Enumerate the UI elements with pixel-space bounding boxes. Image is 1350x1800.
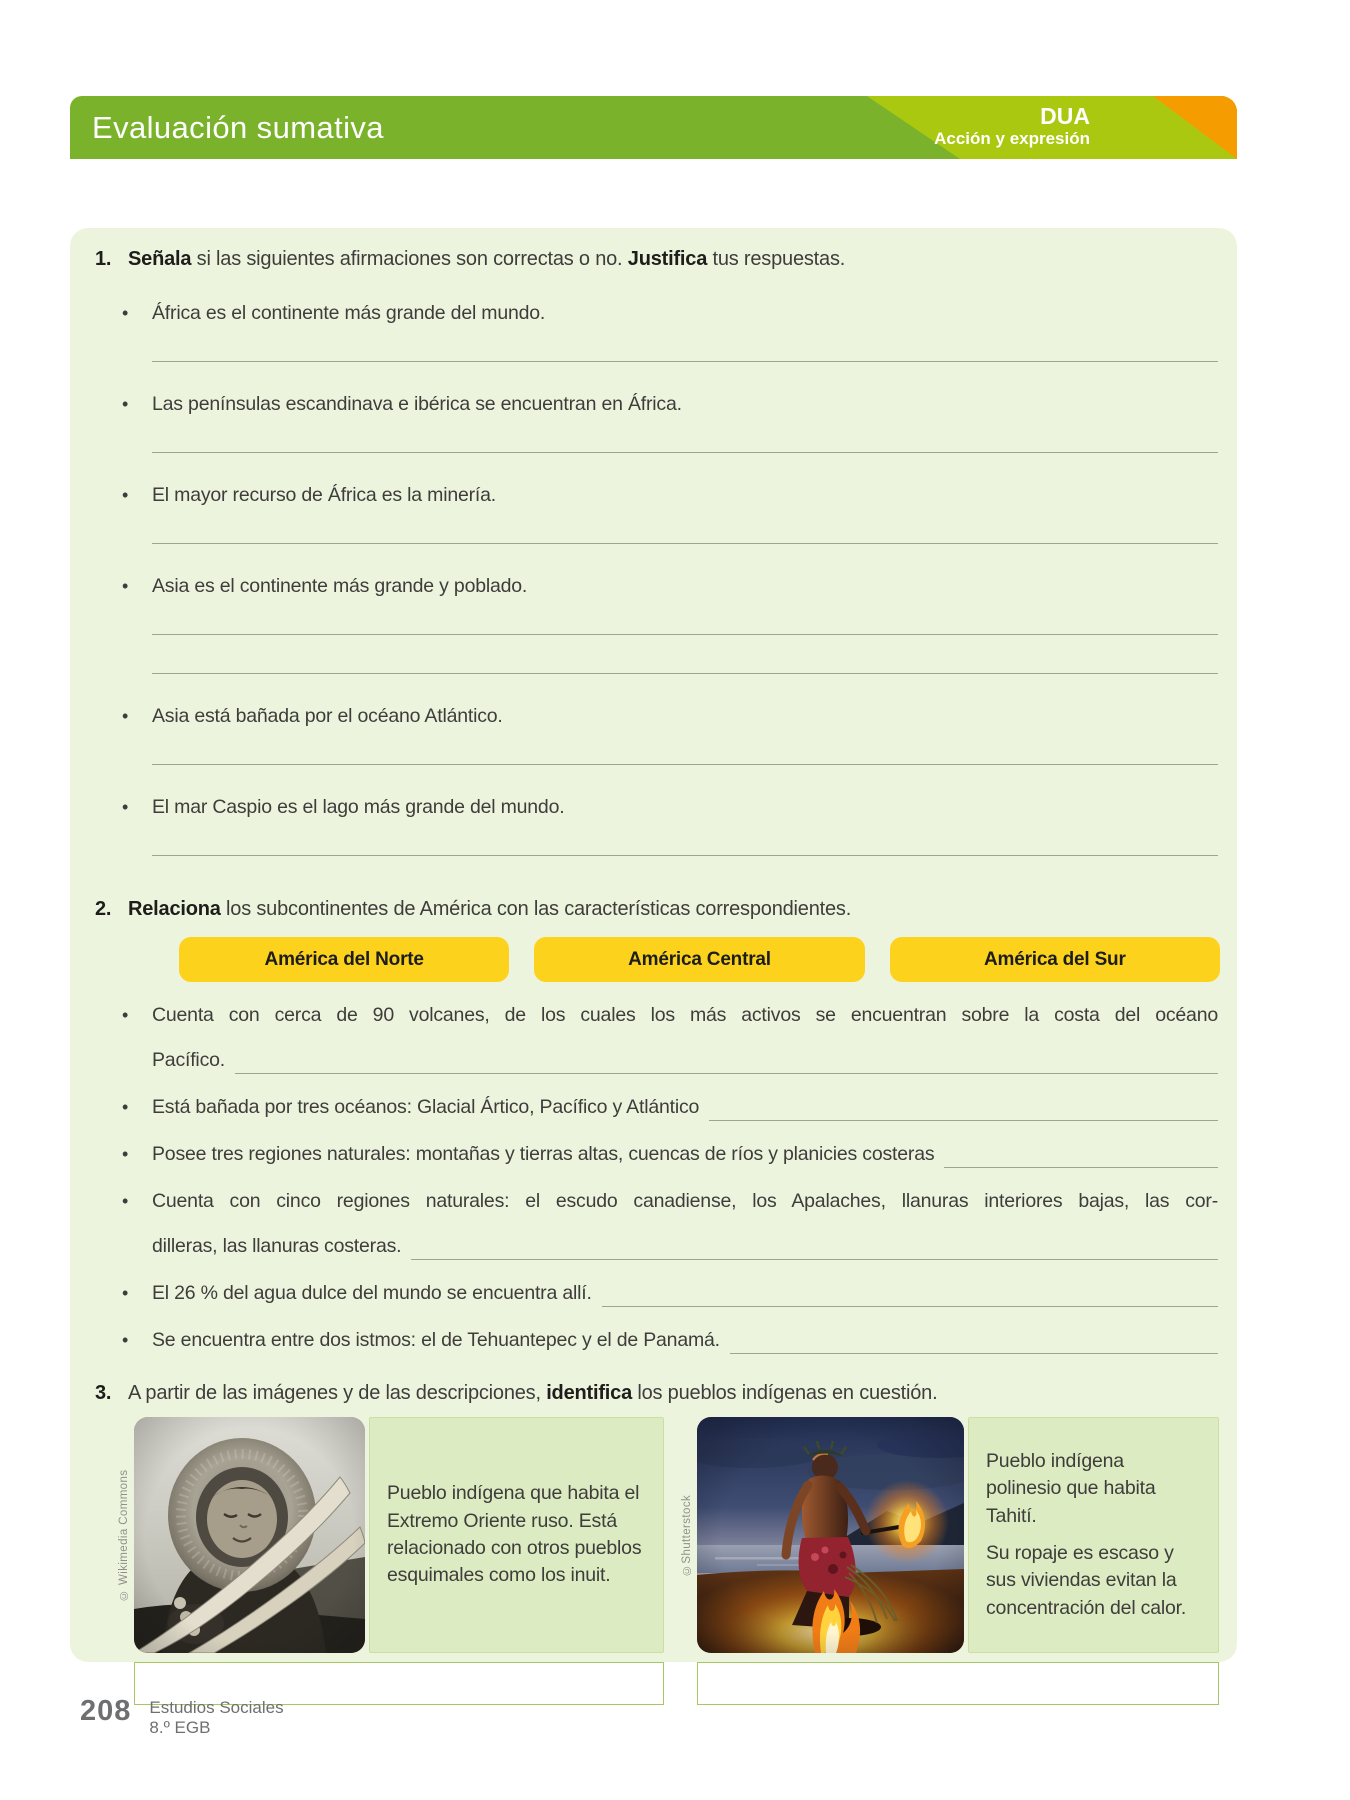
question-2-number: 2. [95, 898, 112, 920]
question-3-number: 3. [95, 1382, 112, 1404]
match-item [152, 1188, 1218, 1260]
match-item-text: • Se encuentra entre dos istmos: el de Tehuantepec y el de Panamá. [152, 1329, 720, 1351]
match-item-text: • Posee tres regiones naturales: montañas y tierras altas, cuencas de ríos y planicies costeras [152, 1143, 935, 1165]
statement-text: • Asia está bañada por el océano Atlántico. [152, 703, 1218, 730]
answer-box[interactable] [697, 1662, 1219, 1705]
photo-credit: © Wikimedia Commons [118, 1469, 130, 1601]
statement-item [152, 794, 1218, 856]
identification-cards [118, 1417, 1237, 1705]
answer-line[interactable] [152, 452, 1218, 453]
fire-dancer-photo [697, 1417, 964, 1653]
description-text: Su ropaje es escaso y sus viviendas evitan la concentración del calor. [986, 1542, 1187, 1619]
question-1-number: 1. [95, 248, 112, 270]
statement-item [152, 573, 1218, 674]
statement-text: • Asia es el continente más grande y poblado. [152, 573, 1218, 600]
photo-credit: ©Shutterstock [681, 1494, 693, 1576]
answer-line[interactable] [152, 855, 1218, 856]
header-banner [70, 96, 1237, 159]
page-title: Evaluación sumativa [92, 109, 384, 145]
description-card [968, 1417, 1219, 1653]
answer-blank[interactable] [602, 1285, 1218, 1307]
match-item-text: • Cuenta con cerca de 90 volcanes, de los cuales los más activos se encuentran sobre la costa del océano [152, 1004, 1218, 1026]
match-item [152, 1327, 1218, 1354]
fire-dancer-photo-art [697, 1417, 964, 1653]
answer-line[interactable] [152, 673, 1218, 674]
question-1-heading [70, 248, 1237, 271]
question-2-items [152, 1002, 1218, 1354]
inuit-photo [134, 1417, 365, 1653]
dua-subtitle: Acción y expresión [934, 129, 1090, 149]
answer-line[interactable] [152, 361, 1218, 362]
match-item-text: dilleras, las llanuras costeras. [152, 1235, 402, 1257]
question-2-heading [70, 898, 1237, 921]
statement-text: • Las penínsulas escandinava e ibérica se encuentran en África. [152, 391, 1218, 418]
chip-america-del-norte[interactable]: América del Norte [179, 937, 509, 982]
answer-blank[interactable] [730, 1332, 1218, 1354]
match-item-text: Pacífico. [152, 1049, 225, 1071]
statement-item [152, 482, 1218, 544]
footer-label [149, 1697, 283, 1739]
statement-text: • El mayor recurso de África es la minería. [152, 482, 1218, 509]
dua-badge [934, 103, 1090, 150]
statement-item [152, 391, 1218, 453]
subcontinent-chips [179, 937, 1220, 982]
page-number: 208 [80, 1695, 132, 1727]
dua-label: DUA [1040, 103, 1090, 129]
worksheet-panel [70, 228, 1237, 1662]
answer-blank[interactable] [235, 1052, 1218, 1074]
footer-grade: 8.º EGB [149, 1718, 211, 1738]
question-3-heading [70, 1382, 1237, 1405]
answer-line[interactable] [152, 543, 1218, 544]
match-item [152, 1280, 1218, 1307]
description-card [369, 1417, 664, 1653]
question-1-text: Señala si las siguientes afirmaciones son correctas o no. Justifica tus respuestas. [128, 248, 846, 270]
match-item [152, 1002, 1218, 1074]
card-fire-dancer [681, 1417, 1219, 1705]
question-2-text: Relaciona los subcontinentes de América con las características correspondientes. [128, 898, 852, 920]
page-footer [80, 1697, 284, 1739]
description-text: Pueblo indígena polinesio que habita Tahití. [986, 1450, 1156, 1527]
chip-america-del-sur[interactable]: América del Sur [890, 937, 1220, 982]
description-text: Pueblo indígena que habita el Extremo Oriente ruso. Está relacionado con otros pueblos esquimales como los inuit. [387, 1482, 642, 1587]
statement-item [152, 300, 1218, 362]
statement-text: • El mar Caspio es el lago más grande del mundo. [152, 794, 1218, 821]
answer-line[interactable] [152, 634, 1218, 635]
answer-blank[interactable] [411, 1238, 1218, 1260]
answer-blank[interactable] [944, 1146, 1218, 1168]
statement-item [152, 703, 1218, 765]
match-item [152, 1094, 1218, 1121]
answer-line[interactable] [152, 764, 1218, 765]
statement-text: • África es el continente más grande del mundo. [152, 300, 1218, 327]
match-item-text: • El 26 % del agua dulce del mundo se encuentra allí. [152, 1282, 592, 1304]
chip-america-central[interactable]: América Central [534, 937, 864, 982]
answer-blank[interactable] [709, 1099, 1218, 1121]
footer-subject: Estudios Sociales [149, 1698, 284, 1717]
match-item-text: • Cuenta con cinco regiones naturales: el escudo canadiense, los Apalaches, llanuras interiores bajas, las cor- [152, 1190, 1218, 1212]
inuit-photo-art [134, 1417, 365, 1653]
match-item-text: • Está bañada por tres océanos: Glacial Ártico, Pacífico y Atlántico [152, 1096, 700, 1118]
question-1-items [152, 300, 1218, 856]
question-3-text: A partir de las imágenes y de las descripciones, identifica los pueblos indígenas en cuestión. [128, 1382, 938, 1404]
match-item [152, 1141, 1218, 1168]
card-inuit [118, 1417, 664, 1705]
